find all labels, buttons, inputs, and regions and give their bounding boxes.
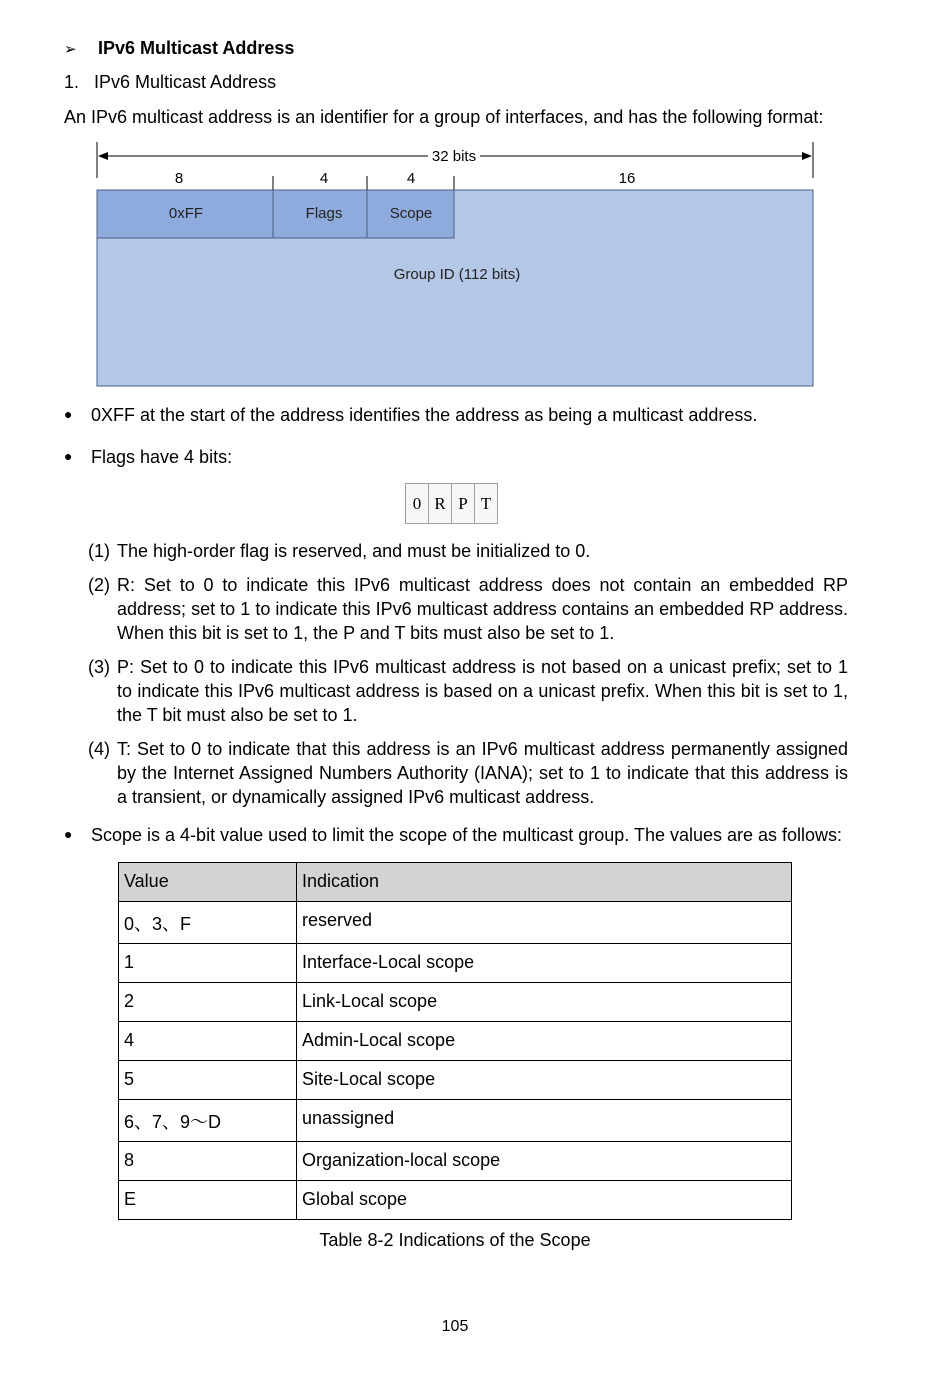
cell-indication: reserved bbox=[297, 902, 792, 944]
bullet-flags-text: Flags have 4 bits: bbox=[91, 447, 233, 467]
item-text: R: Set to 0 to indicate this IPv6 multicast address does not contain an embedded RP address; set to 1 to indicate this IPv6 multicast address contains an embedded RP address. When this bit is set to 1, the P and T bits must also be set to 1. bbox=[117, 575, 848, 643]
cell-value: 2 bbox=[119, 983, 297, 1022]
table-row bbox=[119, 1142, 792, 1181]
field-scope-label: Scope bbox=[389, 205, 433, 222]
flag-item-4 bbox=[88, 737, 848, 809]
cell-value: 1 bbox=[119, 944, 297, 983]
size-label-flags: 4 bbox=[319, 170, 329, 187]
table-row bbox=[119, 983, 792, 1022]
bullet-flags bbox=[64, 447, 232, 468]
bullet-scope-text: Scope is a 4-bit value used to limit the scope of the multicast group. The values are as follows: bbox=[91, 825, 843, 845]
size-label-0xff: 8 bbox=[174, 170, 184, 187]
cell-indication: Site-Local scope bbox=[297, 1061, 792, 1100]
column-header-indication: Indication bbox=[297, 863, 792, 902]
flag-bit-p: P bbox=[452, 484, 475, 524]
cell-value: E bbox=[119, 1181, 297, 1220]
table-row bbox=[119, 1061, 792, 1100]
table-row bbox=[119, 902, 792, 944]
cell-value: 0、3、F bbox=[119, 902, 297, 944]
cell-indication: unassigned bbox=[297, 1100, 792, 1142]
cell-indication: Link-Local scope bbox=[297, 983, 792, 1022]
table-row bbox=[119, 944, 792, 983]
group-id-label: Group ID (112 bits) bbox=[393, 266, 521, 283]
cell-indication: Interface-Local scope bbox=[297, 944, 792, 983]
multicast-format-diagram bbox=[0, 0, 950, 400]
scope-table bbox=[118, 862, 792, 1220]
bullet-oxff-text: 0XFF at the start of the address identifies the address as being a multicast address. bbox=[91, 405, 758, 425]
section-title: IPv6 Multicast Address bbox=[98, 38, 295, 58]
bullet-oxff bbox=[64, 405, 757, 426]
table-caption: Table 8-2 Indications of the Scope bbox=[319, 1230, 591, 1250]
cell-indication: Admin-Local scope bbox=[297, 1022, 792, 1061]
flag-bit-0: 0 bbox=[406, 484, 429, 524]
item-text: T: Set to 0 to indicate that this address is an IPv6 multicast address permanently assigned by the Internet Assigned Numbers Authority (IANA); set to 1 to indicate that this address is a transient, or dynamically assigned IPv6 multicast address. bbox=[117, 739, 848, 807]
field-0xff-label: 0xFF bbox=[168, 205, 204, 222]
table-row bbox=[119, 1181, 792, 1220]
item-number: (3) bbox=[88, 657, 110, 677]
cell-value: 4 bbox=[119, 1022, 297, 1061]
item-number: (2) bbox=[88, 575, 110, 595]
table-header-row bbox=[119, 863, 792, 902]
item-number: (4) bbox=[88, 739, 110, 759]
item-text: P: Set to 0 to indicate this IPv6 multicast address is not based on a unicast prefix; set to 1 to indicate this IPv6 multicast address is based on a unicast prefix. When this bit is set to 1, the T bit must also be set to 1. bbox=[117, 657, 848, 725]
intro-paragraph: An IPv6 multicast address is an identifier for a group of interfaces, and has the following format: bbox=[64, 107, 824, 127]
flag-item-1 bbox=[88, 539, 848, 563]
size-label-scope: 4 bbox=[406, 170, 416, 187]
column-header-value: Value bbox=[119, 863, 297, 902]
numbered-heading: 1. IPv6 Multicast Address bbox=[64, 72, 277, 92]
span-right-arrowhead bbox=[802, 152, 812, 160]
flag-item-2 bbox=[88, 573, 848, 645]
table-row bbox=[119, 1100, 792, 1142]
item-number: (1) bbox=[88, 541, 110, 561]
flag-bit-t: T bbox=[475, 484, 498, 524]
bullet-dot-icon: ● bbox=[64, 406, 73, 422]
arrow-bullet-icon: ➢ bbox=[64, 41, 77, 58]
field-flags-label: Flags bbox=[305, 205, 343, 222]
cell-value: 5 bbox=[119, 1061, 297, 1100]
flag-bit-r: R bbox=[429, 484, 452, 524]
table-row bbox=[119, 1022, 792, 1061]
cell-indication: Organization-local scope bbox=[297, 1142, 792, 1181]
span-left-arrowhead bbox=[98, 152, 108, 160]
cell-value: 8 bbox=[119, 1142, 297, 1181]
size-label-rest: 16 bbox=[618, 170, 636, 187]
span-label: 32 bits bbox=[431, 148, 477, 165]
bullet-scope bbox=[64, 825, 842, 846]
bullet-dot-icon: ● bbox=[64, 826, 73, 842]
flag-bits-box bbox=[405, 483, 498, 524]
bullet-dot-icon: ● bbox=[64, 448, 73, 464]
cell-indication: Global scope bbox=[297, 1181, 792, 1220]
item-text: The high-order flag is reserved, and must be initialized to 0. bbox=[117, 541, 591, 561]
flag-item-3 bbox=[88, 655, 848, 727]
cell-value: 6、7、9～D bbox=[119, 1100, 297, 1142]
page-number: 105 bbox=[441, 1318, 469, 1335]
